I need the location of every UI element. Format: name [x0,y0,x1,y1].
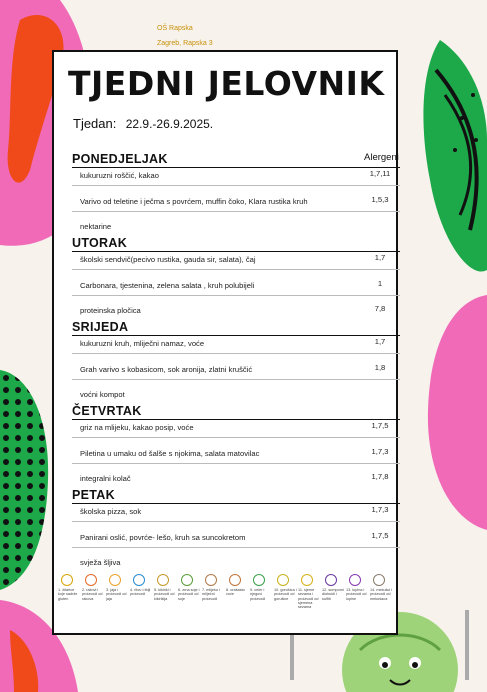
day-name: UTORAK [72,236,128,250]
allergen-legend-item [250,574,274,601]
week-range: 22.9.-26.9.2025. [125,117,214,131]
day-header [72,236,400,250]
day-header [72,404,400,418]
page-title: TJEDNI JELOVNIK [68,64,385,103]
soy-icon [181,574,193,586]
school-name: OŠ Rapska [157,25,193,32]
row-separator [72,437,400,438]
allergen-label: 12. sumporni dioksidi i sulfiti [322,588,344,601]
allergen-legend-item [130,574,154,597]
sulfite-icon [325,574,337,586]
menu-item: voćni kompot [80,390,125,399]
menu-item: integralni kolač [80,474,131,483]
allergen-label: 9. celer i njegovi proizvodi [250,588,266,601]
celery-icon [253,574,265,586]
menu-item: kukuruzni kruh, mliječni namaz, voće [80,339,205,348]
menu-item: Carbonara, tjestenina, zelena salata , kruh polubijeli [80,281,255,290]
mustard-icon [277,574,289,586]
menu-item: školski sendvič(pecivo rustika, gauda sir, salata), čaj [80,255,256,264]
row-separator [72,211,400,212]
allergen-legend-item [346,574,370,601]
allergen-legend-item [154,574,178,601]
allergen-codes: 1,7 [374,337,386,346]
allergen-codes: 1,5,3 [371,195,389,204]
peanut-icon [157,574,169,586]
day-underline [72,251,400,252]
allergen-legend-item [322,574,346,601]
menu-card [52,50,398,635]
allergen-header: Alergeni [364,152,399,163]
fish-icon [133,574,145,586]
allergen-label: 3. jaja i proizvodi od jaja [106,588,127,601]
allergen-codes: 1,7,8 [371,472,389,481]
milk-icon [205,574,217,586]
day-underline [72,167,400,168]
menu-item: kukuruzni roščić, kakao [80,171,159,180]
allergen-label: 2. rakovi i proizvodi od rakova [82,588,103,601]
allergen-codes: 1,8 [374,363,386,372]
allergen-codes: 1 [377,279,383,288]
menu-item: griz na mlijeku, kakao posip, voće [80,423,194,432]
menu-item: Panirani oslić, povrće- lešo, kruh sa suncokretom [80,533,246,542]
lupin-icon [349,574,361,586]
allergen-label: 14. mekušci i proizvodi od mekušaca [370,588,393,601]
menu-item: proteinska pločica [80,306,141,315]
allergen-label: 13. lupina i proizvodi od lupine [346,588,367,601]
day-header [72,320,400,334]
row-separator [72,269,400,270]
allergen-legend-item [226,574,250,597]
allergen-legend-item [298,574,322,609]
allergen-label: 6. zrna soje i proizvodi od soje [178,588,200,601]
day-underline [72,419,400,420]
school-address: Zagreb, Rapska 3 [157,40,213,47]
row-separator [72,521,400,522]
day-header [72,152,400,166]
allergen-label: 10. gorušica i proizvodi od gorušice [274,588,297,601]
allergen-codes: 1,7,3 [371,505,389,514]
day-underline [72,335,400,336]
menu-item: Piletina u umaku od šalše s njokima, salata matovilac [80,449,260,458]
menu-item: školska pizza, sok [80,507,142,516]
nut-icon [229,574,241,586]
allergen-codes: 1,7,5 [371,421,389,430]
allergen-label: 11. sjeme sezama i proizvodi od sjemena sezama [298,588,319,610]
menu-item: Varivo od teletine i ječma s povrćem, muffin čoko, Klara rustika kruh [80,197,308,206]
day-name: SRIJEDA [72,320,129,334]
week-line [73,116,213,131]
day-underline [72,503,400,504]
mollusc-icon [373,574,385,586]
menu-item: Grah varivo s kobasicom, sok aronija, zlatni kruščić [80,365,253,374]
allergen-label: 7. mlijeko i mliječni proizvodi [202,588,220,601]
egg-icon [109,574,121,586]
row-separator [72,463,400,464]
allergen-label: 8. orašasto voće [226,588,245,597]
allergen-legend-item [106,574,130,601]
crab-icon [85,574,97,586]
row-separator [72,295,400,296]
row-separator [72,547,400,548]
wheat-icon [61,574,73,586]
allergen-codes: 1,7,3 [371,447,389,456]
allergen-legend-item [178,574,202,601]
allergen-codes: 1,7 [374,253,386,262]
menu-item: nektarine [80,222,112,231]
allergen-codes: 1,7,5 [371,531,389,540]
allergen-legend-item [274,574,298,601]
allergen-label: 1. žitarice koje sadrže gluten [58,588,78,601]
allergen-label: 5. kikiriki i proizvodi od kikirikija [154,588,175,601]
allergen-legend-item [58,574,82,601]
day-name: PETAK [72,488,115,502]
week-label: Tjedan: [73,116,117,131]
allergen-codes: 7,8 [374,304,386,313]
row-separator [72,185,400,186]
allergen-codes: 1,7,11 [369,169,391,178]
allergen-legend-item [370,574,394,601]
menu-item: svježa šljiva [80,558,121,567]
allergen-label: 4. riba i riblji proizvodi [130,588,151,597]
allergen-legend-item [82,574,106,601]
day-name: ČETVRTAK [72,404,142,418]
row-separator [72,353,400,354]
allergen-legend-item [202,574,226,601]
row-separator [72,379,400,380]
sesame-icon [301,574,313,586]
day-name: PONEDJELJAK [72,152,168,166]
day-header [72,488,400,502]
